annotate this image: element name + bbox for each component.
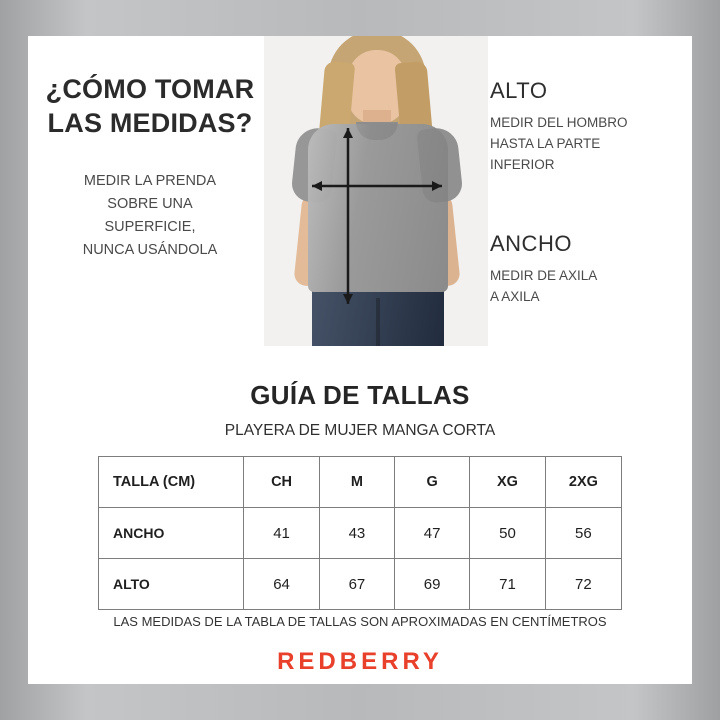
table-cell: 72 (545, 559, 621, 610)
ancho-definition (490, 231, 690, 307)
alto-title: ALTO (490, 78, 548, 103)
alto-arrow-icon (343, 128, 353, 304)
page-title-line1: ¿CÓMO TOMAR (45, 74, 255, 104)
table-header-cell: XG (470, 457, 546, 508)
table-cell: 47 (395, 508, 470, 559)
size-guide-subtitle: PLAYERA DE MUJER MANGA CORTA (224, 422, 496, 439)
table-row (99, 508, 622, 559)
table-header-cell: TALLA (CM) (99, 457, 244, 508)
size-guide-card (28, 36, 692, 684)
page-title (34, 72, 266, 140)
table-cell: 64 (244, 559, 320, 610)
measurement-definitions (490, 78, 690, 307)
table-cell: 71 (470, 559, 546, 610)
table-cell: 41 (244, 508, 320, 559)
measurement-arrows (264, 36, 488, 346)
alto-definition (490, 78, 690, 175)
how-to-measure-line4: NUNCA USÁNDOLA (82, 242, 218, 258)
table-cell: 43 (319, 508, 394, 559)
table-row-label: ANCHO (99, 508, 244, 559)
table-header-cell: CH (244, 457, 320, 508)
alto-line1: MEDIR DEL HOMBRO (490, 115, 628, 130)
how-to-measure-text (34, 170, 266, 262)
brand-logo: REDBERRY (277, 648, 443, 675)
table-footnote: LAS MEDIDAS DE LA TABLA DE TALLAS SON APROXIMADAS EN CENTÍMETROS (113, 614, 607, 629)
ancho-title: ANCHO (490, 231, 572, 256)
how-to-measure-line2: SOBRE UNA (107, 196, 193, 212)
how-to-measure-line3: SUPERFICIE, (104, 219, 196, 235)
alto-line2: HASTA LA PARTE (490, 136, 601, 151)
ancho-arrow-icon (312, 181, 442, 191)
alto-line3: INFERIOR (490, 157, 555, 172)
table-cell: 69 (395, 559, 470, 610)
table-header-cell: M (319, 457, 394, 508)
table-cell: 56 (545, 508, 621, 559)
ancho-line2: A AXILA (490, 289, 540, 304)
how-to-measure-line1: MEDIR LA PRENDA (83, 173, 217, 189)
alto-text (490, 112, 690, 175)
table-cell: 50 (470, 508, 546, 559)
size-table (98, 456, 622, 610)
table-cell: 67 (319, 559, 394, 610)
table-header-cell: 2XG (545, 457, 621, 508)
ancho-text (490, 265, 690, 307)
ancho-line1: MEDIR DE AXILA (490, 268, 598, 283)
page-title-line2: LAS MEDIDAS? (47, 108, 253, 138)
table-header-row (99, 457, 622, 508)
table-row (99, 559, 622, 610)
table-row-label: ALTO (99, 559, 244, 610)
table-header-cell: G (395, 457, 470, 508)
top-section (28, 36, 692, 346)
how-to-measure-block (34, 72, 266, 262)
size-guide-title: GUÍA DE TALLAS (250, 380, 470, 410)
